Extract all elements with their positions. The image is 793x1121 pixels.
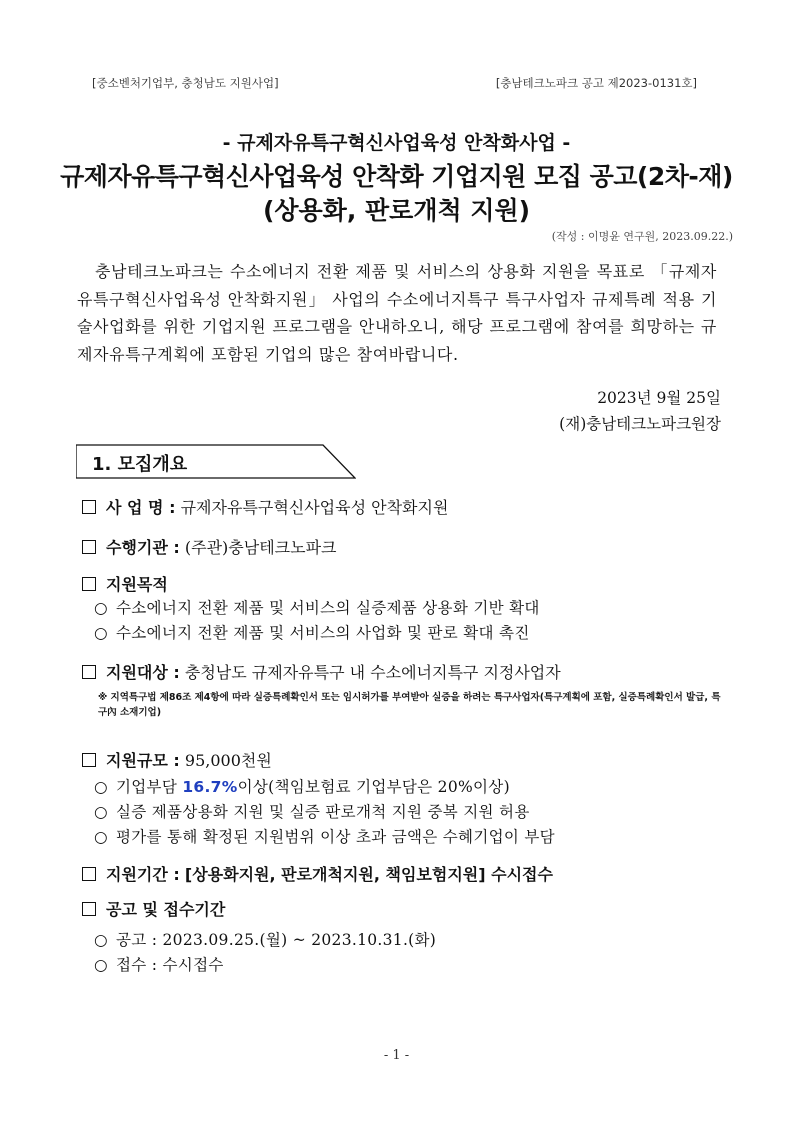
scale-value: 95,000천원 — [184, 751, 272, 770]
issuing-org: (재)충남테크노파크원장 — [559, 415, 721, 433]
agency-label: 수행기관 : — [106, 538, 180, 557]
page-number: - 1 - — [383, 1048, 410, 1063]
circle-bullet-icon: ○ — [94, 624, 108, 642]
period-label: 지원기간 : — [106, 865, 180, 884]
circle-bullet-icon: ○ — [94, 931, 108, 949]
checkbox-square-icon — [82, 753, 96, 767]
scale-item: ○ 평가를 통해 확정된 지원범위 이상 초과 금액은 수혜기업이 부담 — [94, 828, 555, 846]
header-left: [중소벤처기업부, 충청남도 지원사업] — [92, 76, 279, 90]
circle-bullet-icon: ○ — [94, 599, 108, 617]
scale-label: 지원규모 : — [106, 751, 180, 770]
issue-date: 2023년 9월 25일 — [597, 389, 721, 407]
purpose-label: 지원목적 — [106, 575, 168, 594]
author-note: (작성 : 이명윤 연구원, 2023.09.22.) — [551, 230, 733, 243]
circle-bullet-icon: ○ — [94, 778, 108, 796]
agency-row — [82, 535, 336, 558]
scale-item: ○ 실증 제품상용화 지원 및 실증 판로개척 지원 중복 지원 허용 — [94, 803, 530, 821]
target-note: ※ 지역특구법 제86조 제4항에 따라 실증특례확인서 또는 임시허가를 부여받아 실증을 하려는 특구사업자(특구계획에 포함, 실증특례확인서 발급, 특구內 소재기업) — [98, 692, 721, 718]
section-title: 1. 모집개요 — [92, 454, 188, 475]
notice-label: 공고 및 접수기간 — [106, 900, 226, 919]
highlight-percent: 16.7% — [182, 778, 238, 796]
project-name-value: 규제자유특구혁신사업육성 안착화지원 — [180, 498, 449, 517]
project-name-label: 사 업 명 : — [106, 498, 176, 517]
circle-bullet-icon: ○ — [94, 956, 108, 974]
header-right: [충남테크노파크 공고 제2023-0131호] — [495, 76, 697, 90]
notice-item: ○ 접수 : 수시접수 — [94, 956, 224, 974]
purpose-item: ○ 수소에너지 전환 제품 및 서비스의 사업화 및 판로 확대 촉진 — [94, 624, 530, 642]
intro-paragraph: 충남테크노파크는 수소에너지 전환 제품 및 서비스의 상용화 지원을 목표로 「규제자유특구혁신사업육성 안착화지원」 사업의 수소에너지특구 특구사업자 규제특례 적용 기술사업화를 위한 기업지원 프로그램을 안내하오니, 해당 프로그램에 참여를 희망하는 규제자유특구계획에 포함된 기업의 많은 참여바랍니다. — [77, 262, 717, 364]
target-value: 충청남도 규제자유특구 내 수소에너지특구 지정사업자 — [184, 663, 561, 682]
scale-item: ○ 기업부담 16.7%이상(책임보험료 기업부담은 20%이상) — [94, 778, 510, 796]
purpose-item: ○ 수소에너지 전환 제품 및 서비스의 실증제품 상용화 기반 확대 — [94, 599, 540, 617]
circle-bullet-icon: ○ — [94, 828, 108, 846]
title-line-2: (상용화, 판로개척 지원) — [262, 196, 531, 225]
agency-value: (주관)충남테크노파크 — [184, 538, 337, 557]
checkbox-square-icon — [82, 577, 96, 591]
notice-row — [82, 897, 225, 920]
title-line-1: 규제자유특구혁신사업육성 안착화 기업지원 모집 공고(2차-재) — [60, 162, 733, 191]
checkbox-square-icon — [82, 902, 96, 916]
period-value: [상용화지원, 판로개척지원, 책임보험지원] 수시접수 — [184, 865, 553, 884]
purpose-row — [82, 572, 168, 595]
checkbox-square-icon — [82, 867, 96, 881]
period-row — [82, 862, 553, 885]
scale-row — [82, 748, 272, 771]
target-label: 지원대상 : — [106, 663, 180, 682]
checkbox-square-icon — [82, 665, 96, 679]
project-name-row — [82, 495, 448, 518]
subtitle: - 규제자유특구혁신사업육성 안착화사업 - — [222, 132, 571, 154]
target-row — [82, 660, 561, 683]
circle-bullet-icon: ○ — [94, 803, 108, 821]
checkbox-square-icon — [82, 540, 96, 554]
checkbox-square-icon — [82, 500, 96, 514]
notice-item: ○ 공고 : 2023.09.25.(월) ~ 2023.10.31.(화) — [94, 931, 437, 949]
